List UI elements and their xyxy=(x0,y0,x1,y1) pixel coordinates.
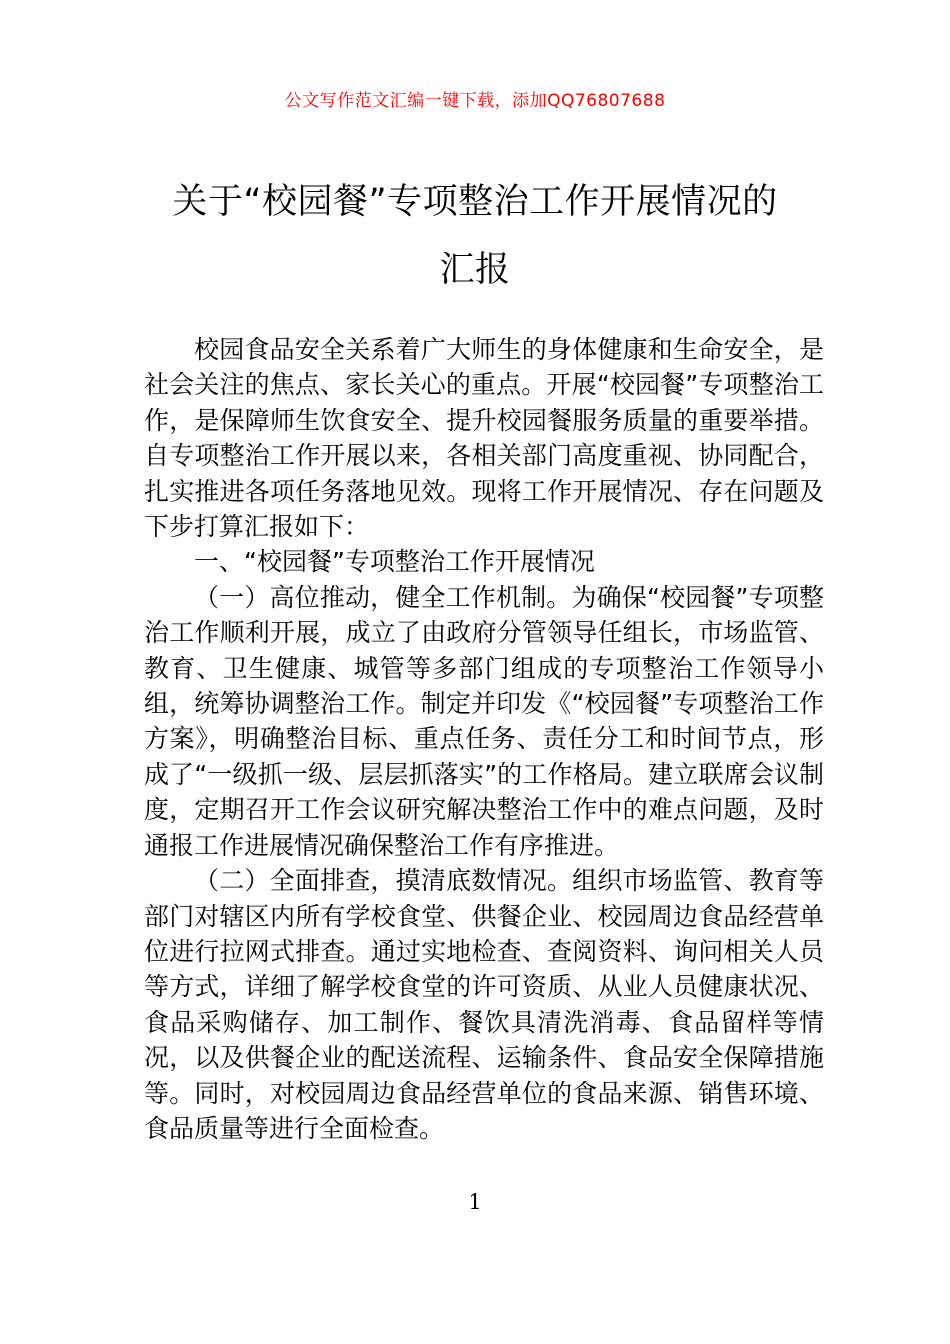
download-notice: 公文写作范文汇编一键下载，添加QQ76807688 xyxy=(284,91,666,111)
paragraph-item-2: （二）全面排查，摸清底数情况。组织市场监管、教育等部门对辖区内所有学校食堂、供餐企业、校园周边食品经营单位进行拉网式排查。通过实地检查、查阅资料、询问相关人员等方式，详细了解学校食堂的许可资质、从业人员健康状况、食品采购储存、加工制作、餐饮具清洗消毒、食品留样等情况，以及供餐企业的配送流程、运输条件、食品安全保障措施等。同时，对校园周边食品经营单位的食品来源、销售环境、食品质量等进行全面检查。 xyxy=(144,866,824,1143)
paragraph-intro: 校园食品安全关系着广大师生的身体健康和生命安全，是社会关注的焦点、家长关心的重点。开展“校园餐”专项整治工作，是保障师生饮食安全、提升校园餐服务质量的重要举措。自专项整治工作开展以来，各相关部门高度重视、协同配合，扎实推进各项任务落地见效。现将工作开展情况、存在问题及下步打算汇报如下： xyxy=(144,335,824,542)
document-body xyxy=(144,332,824,1146)
document-title-line-2: 汇报 xyxy=(439,250,511,290)
page-number: 1 xyxy=(468,1190,482,1214)
section-heading-1: 一、“校园餐”专项整治工作开展情况 xyxy=(194,547,595,577)
document-title-line-1: 关于“校园餐”专项整治工作开展情况的 xyxy=(172,182,778,222)
paragraph-item-1: （一）高位推动，健全工作机制。为确保“校园餐”专项整治工作顺利开展，成立了由政府分管领导任组长，市场监管、教育、卫生健康、城管等多部门组成的专项整治工作领导小组，统筹协调整治工作。制定并印发《“校园餐”专项整治工作方案》，明确整治目标、重点任务、责任分工和时间节点，形成了“一级抓一级、层层抓落实”的工作格局。建立联席会议制度，定期召开工作会议研究解决整治工作中的难点问题，及时通报工作进展情况确保整治工作有序推进。 xyxy=(144,582,824,860)
